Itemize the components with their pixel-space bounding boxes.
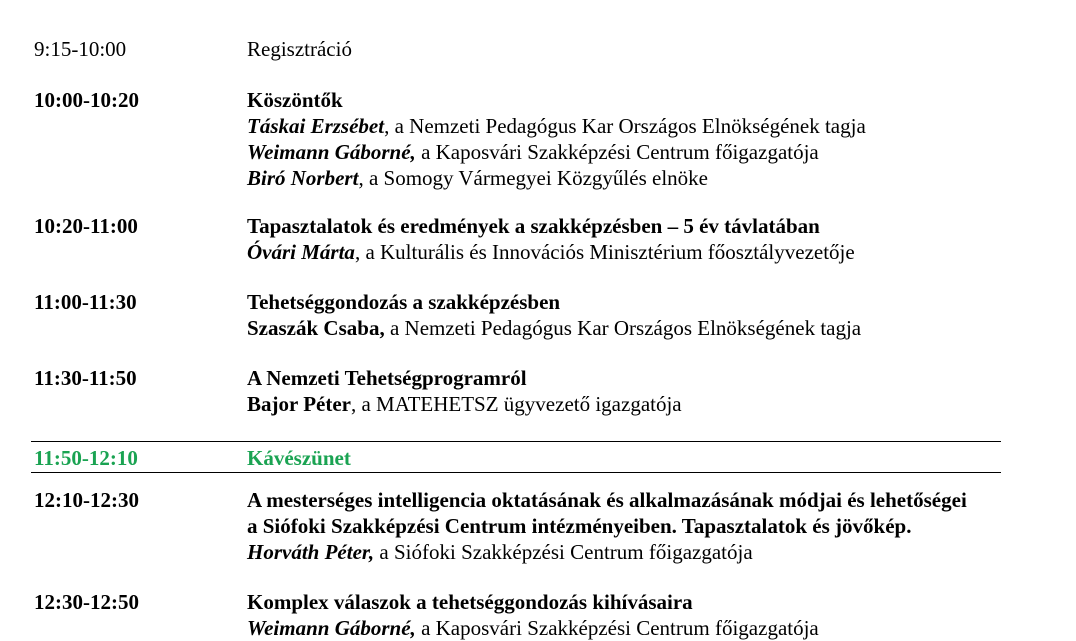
speaker-name: Biró Norbert bbox=[247, 166, 359, 190]
break-top-rule bbox=[31, 441, 1001, 442]
speaker-line bbox=[247, 165, 1007, 191]
speaker-role: , a Somogy Vármegyei Közgyűlés elnöke bbox=[358, 166, 708, 190]
agenda-content bbox=[247, 289, 1007, 341]
speaker-name: Szaszák Csaba, bbox=[247, 316, 385, 340]
agenda-title-line: a Siófoki Szakképzési Centrum intézményeiben. Tapasztalatok és jövőkép. bbox=[247, 514, 912, 538]
agenda-content bbox=[247, 87, 1007, 191]
agenda-time: 9:15-10:00 bbox=[34, 37, 127, 61]
agenda-time: 10:20-11:00 bbox=[34, 214, 138, 238]
agenda-content bbox=[247, 213, 1007, 265]
speaker-role: , a Kulturális és Innovációs Minisztérium főosztályvezetője bbox=[354, 240, 855, 264]
speaker-name: Táskai Erzsébet bbox=[247, 114, 385, 138]
agenda-title: Köszöntők bbox=[247, 88, 343, 112]
agenda-title: Tehetséggondozás a szakképzésben bbox=[247, 290, 561, 314]
agenda-title: Komplex válaszok a tehetséggondozás kihívásaira bbox=[247, 590, 693, 614]
agenda-content bbox=[247, 487, 1007, 565]
break-bottom-rule bbox=[31, 472, 1001, 473]
speaker-name: Óvári Márta bbox=[247, 240, 355, 264]
speaker-name: Bajor Péter bbox=[247, 392, 351, 416]
agenda-time: 11:30-11:50 bbox=[34, 366, 137, 390]
agenda-time: 11:50-12:10 bbox=[34, 446, 138, 470]
agenda-time: 11:00-11:30 bbox=[34, 290, 137, 314]
speaker-line bbox=[247, 113, 1007, 139]
agenda-content bbox=[247, 589, 1007, 641]
agenda-title-line: A mesterséges intelligencia oktatásának és alkalmazásának módjai és lehetőségei bbox=[247, 488, 967, 512]
speaker-line bbox=[247, 615, 1007, 641]
agenda-time: 12:30-12:50 bbox=[34, 590, 139, 614]
speaker-line bbox=[247, 391, 1007, 417]
agenda-content bbox=[247, 36, 1007, 62]
agenda-title: Kávészünet bbox=[247, 446, 351, 470]
speaker-role: a Kaposvári Szakképzési Centrum főigazgatója bbox=[415, 140, 819, 164]
speaker-name: Weimann Gáborné, bbox=[247, 616, 416, 640]
speaker-role: a Siófoki Szakképzési Centrum főigazgatója bbox=[374, 540, 753, 564]
agenda-time: 10:00-10:20 bbox=[34, 88, 139, 112]
speaker-line bbox=[247, 539, 1007, 565]
speaker-role: a Nemzeti Pedagógus Kar Országos Elnökségének tagja bbox=[384, 316, 862, 340]
agenda-title: Tapasztalatok és eredmények a szakképzésben – 5 év távlatában bbox=[247, 214, 820, 238]
speaker-line bbox=[247, 239, 1007, 265]
speaker-role: , a MATEHETSZ ügyvezető igazgatója bbox=[350, 392, 682, 416]
speaker-line bbox=[247, 315, 1007, 341]
agenda-title: Regisztráció bbox=[247, 37, 352, 61]
agenda-title: A Nemzeti Tehetségprogramról bbox=[247, 366, 527, 390]
speaker-name: Horváth Péter, bbox=[247, 540, 375, 564]
speaker-role: , a Nemzeti Pedagógus Kar Országos Elnökségének tagja bbox=[384, 114, 866, 138]
agenda-content bbox=[247, 365, 1007, 417]
speaker-name: Weimann Gáborné, bbox=[247, 140, 416, 164]
speaker-role: a Kaposvári Szakképzési Centrum főigazgatója bbox=[415, 616, 819, 640]
speaker-line bbox=[247, 139, 1007, 165]
agenda-time: 12:10-12:30 bbox=[34, 488, 139, 512]
agenda-content bbox=[247, 445, 1007, 471]
